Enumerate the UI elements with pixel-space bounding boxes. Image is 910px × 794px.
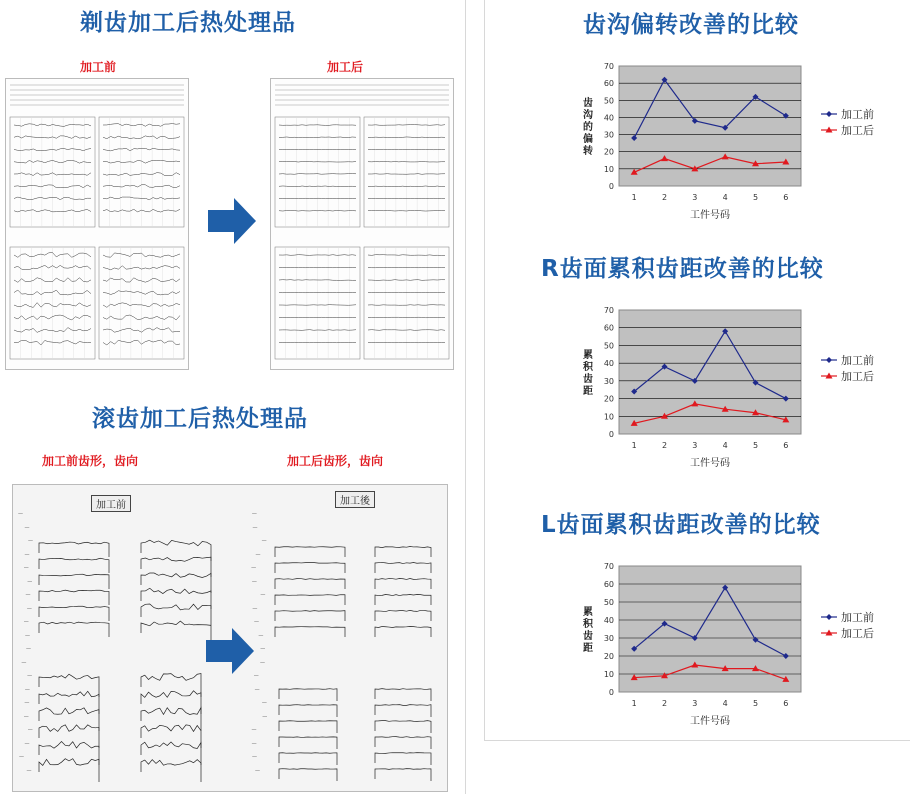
x-tick-label: 1 [631, 441, 637, 450]
legend-marker [826, 357, 832, 363]
y-tick-label: 40 [603, 616, 614, 625]
svg-text:—: — [259, 659, 265, 666]
svg-text:—: — [254, 686, 260, 693]
svg-text:—: — [23, 713, 29, 720]
svg-text:—: — [253, 619, 259, 625]
y-tick-label: 20 [603, 652, 614, 661]
chart3-title: L齿面累积齿距改善的比较 [541, 512, 821, 538]
y-tick-label: 10 [603, 164, 614, 174]
svg-text:—: — [260, 646, 266, 652]
y-axis-label-char: 积 [583, 362, 593, 373]
y-axis-label-char: 齿 [583, 631, 593, 642]
y-tick-label: 70 [603, 562, 614, 571]
svg-text:—: — [25, 592, 31, 598]
hobbing-after-label: 加工后齿形，齿向 [287, 454, 384, 468]
y-tick-label: 30 [603, 376, 614, 386]
y-axis-label-char: 距 [583, 643, 593, 654]
after-tag: 加工後 [335, 491, 375, 508]
y-axis-label-char: 积 [583, 619, 593, 630]
y-tick-label: 60 [603, 79, 614, 89]
x-tick-label: 1 [631, 699, 637, 708]
svg-text:—: — [251, 727, 257, 733]
y-axis-label-char: 距 [583, 386, 593, 397]
right-arrow-icon [208, 198, 256, 248]
x-tick-label: 2 [661, 441, 668, 450]
svg-text:—: — [252, 605, 258, 612]
svg-text:—: — [255, 551, 261, 558]
svg-text:—: — [251, 740, 257, 747]
y-tick-label: 10 [603, 670, 614, 679]
svg-text:—: — [261, 538, 267, 544]
svg-text:—: — [258, 632, 264, 639]
svg-text:—: — [251, 511, 257, 517]
y-tick-label: 70 [603, 306, 614, 315]
legend-label: 加工后 [841, 370, 874, 383]
x-tick-label: 2 [661, 193, 668, 202]
x-tick-label: 4 [722, 441, 728, 450]
y-axis-label [583, 96, 593, 157]
plot-area [619, 66, 801, 186]
svg-text:—: — [18, 511, 24, 517]
x-tick-label: 5 [752, 699, 759, 708]
svg-text:—: — [23, 619, 29, 625]
svg-text:—: — [25, 632, 31, 639]
y-tick-label: 20 [603, 394, 614, 404]
svg-text:—: — [262, 713, 268, 720]
inspection-sheet-image [6, 79, 188, 369]
y-tick-label: 50 [603, 341, 614, 351]
y-tick-label: 40 [603, 113, 614, 123]
x-tick-label: 1 [631, 193, 637, 202]
y-tick-label: 20 [603, 147, 614, 157]
x-tick-label: 4 [722, 193, 728, 202]
y-tick-label: 10 [603, 412, 614, 422]
svg-text:—: — [24, 551, 30, 558]
x-tick-label: 3 [692, 441, 698, 450]
svg-text:—: — [260, 592, 266, 598]
svg-text:—: — [26, 605, 32, 612]
chart1-title: 齿沟偏转改善的比较 [583, 12, 799, 38]
legend-label: 加工前 [841, 354, 874, 367]
y-axis-label-char: 累 [583, 350, 593, 361]
chart2-svg [565, 302, 905, 478]
legend-label: 加工前 [841, 108, 874, 121]
shaving-after-inspection-sheet [270, 78, 454, 370]
chart1 [565, 58, 905, 234]
shaving-before-label: 加工前 [80, 60, 117, 74]
right-panel [484, 0, 910, 741]
svg-text:—: — [27, 727, 33, 733]
chart2 [565, 302, 905, 482]
y-axis-label [583, 348, 594, 397]
x-tick-label: 6 [783, 699, 789, 708]
svg-text:—: — [24, 686, 30, 693]
chart3 [565, 558, 905, 740]
y-tick-label: 60 [603, 580, 614, 589]
x-tick-label: 3 [692, 193, 698, 202]
x-tick-label: 4 [722, 699, 728, 708]
y-axis-label-char: 齿 [583, 374, 593, 385]
y-tick-label: 40 [603, 359, 614, 369]
y-tick-label: 0 [608, 182, 614, 191]
svg-text:—: — [251, 754, 257, 760]
y-tick-label: 50 [603, 598, 614, 607]
svg-text:—: — [251, 578, 257, 585]
y-tick-label: 70 [603, 62, 614, 71]
svg-text:—: — [25, 646, 31, 652]
right-arrow-icon [206, 628, 254, 678]
x-tick-label: 5 [752, 193, 759, 202]
svg-text:—: — [27, 578, 33, 585]
inspection-sheet-image [271, 79, 453, 369]
chart3-svg [565, 558, 905, 736]
svg-text:—: — [251, 565, 257, 571]
svg-text:—: — [27, 673, 33, 679]
before-tag: 加工前 [91, 495, 131, 512]
y-tick-label: 60 [603, 323, 614, 333]
x-axis-label: 工件号码 [690, 210, 730, 221]
y-axis-label-char: 的 [583, 122, 593, 133]
svg-text:—: — [24, 740, 30, 747]
legend-label: 加工前 [841, 611, 874, 624]
legend-label: 加工后 [841, 627, 874, 640]
svg-text:—: — [26, 767, 32, 774]
y-tick-label: 30 [603, 130, 614, 140]
svg-text:—: — [255, 767, 261, 774]
svg-text:—: — [23, 565, 29, 571]
plot-area [619, 566, 801, 692]
y-tick-label: 30 [603, 634, 614, 643]
y-tick-label: 50 [603, 96, 614, 106]
chart1-svg [565, 58, 905, 230]
legend-marker [826, 614, 832, 620]
shaving-after-label: 加工后 [327, 60, 364, 74]
y-axis-label-char: 偏 [583, 134, 593, 145]
y-axis-label-char: 齿 [583, 98, 593, 109]
legend-label: 加工后 [841, 124, 874, 137]
svg-text:—: — [24, 700, 30, 706]
x-tick-label: 5 [752, 441, 759, 450]
x-tick-label: 2 [661, 699, 668, 708]
hobbing-section-title: 滚齿加工后热处理品 [92, 406, 308, 432]
shaving-before-inspection-sheet [5, 78, 189, 370]
plot-area [619, 310, 801, 434]
y-axis-label-char: 转 [583, 146, 593, 157]
y-axis-label [583, 605, 594, 654]
svg-text:—: — [21, 659, 27, 666]
y-tick-label: 0 [608, 430, 614, 439]
legend-marker [826, 111, 832, 117]
x-tick-label: 6 [783, 441, 789, 450]
x-axis-label: 工件号码 [690, 458, 730, 469]
x-axis-label: 工件号码 [690, 716, 730, 727]
x-tick-label: 3 [692, 699, 698, 708]
svg-text:—: — [253, 673, 259, 679]
svg-text:—: — [261, 700, 267, 706]
chart2-title: R齿面累积齿距改善的比较 [541, 256, 824, 282]
svg-text:—: — [252, 524, 258, 531]
svg-text:—: — [24, 524, 30, 531]
y-tick-label: 0 [608, 688, 614, 697]
shaving-section-title: 剃齿加工后热处理品 [80, 10, 296, 36]
svg-text:—: — [18, 754, 24, 760]
hobbing-before-label: 加工前齿形，齿向 [42, 454, 139, 468]
y-axis-label-char: 沟 [583, 110, 593, 121]
svg-text:—: — [28, 538, 34, 544]
y-axis-label-char: 累 [583, 607, 593, 618]
x-tick-label: 6 [783, 193, 789, 202]
